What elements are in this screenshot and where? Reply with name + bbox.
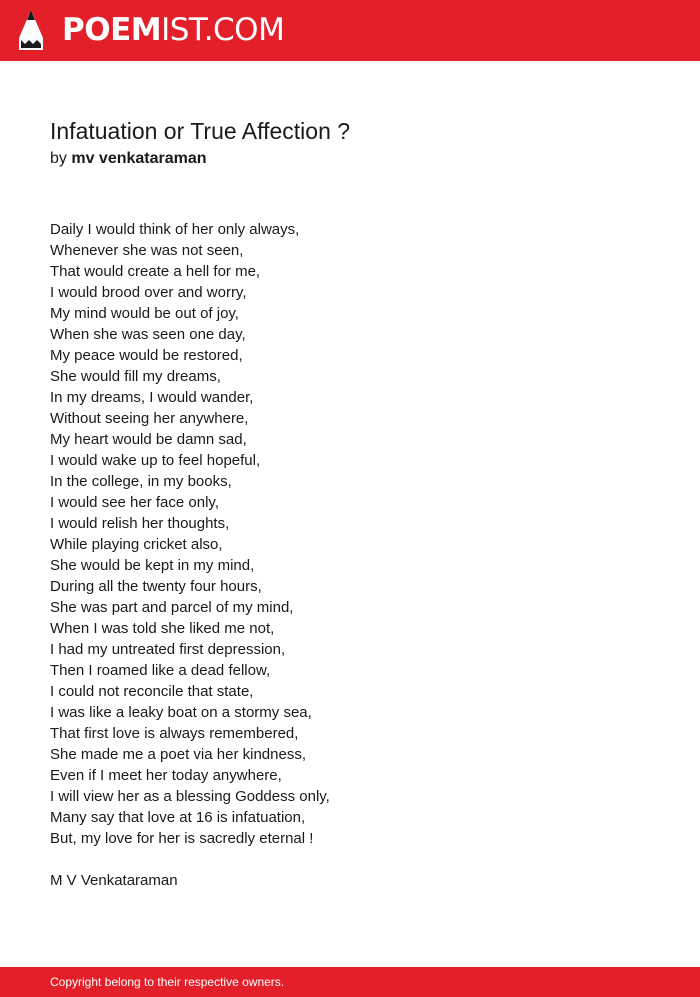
site-logo[interactable] <box>62 12 284 48</box>
byline-prefix: by <box>50 150 67 167</box>
pencil-icon[interactable] <box>17 8 45 52</box>
poem-line: Then I roamed like a dead fellow, <box>50 662 271 679</box>
poem-line: Without seeing her anywhere, <box>50 410 249 427</box>
poem-line: Daily I would think of her only always, <box>50 221 300 238</box>
poem-line: I would see her face only, <box>50 494 219 511</box>
poem-line: That first love is always remembered, <box>50 725 299 742</box>
poem-signature: M V Venkataraman <box>50 872 178 889</box>
poem-line: She would be kept in my mind, <box>50 557 255 574</box>
poem-line: That would create a hell for me, <box>50 263 261 280</box>
poem-line: My heart would be damn sad, <box>50 431 247 448</box>
poem-line: When I was told she liked me not, <box>50 620 275 637</box>
poem-line: Whenever she was not seen, <box>50 242 244 259</box>
author-name: mv venkataraman <box>71 150 207 167</box>
poem-line: She was part and parcel of my mind, <box>50 599 294 616</box>
poem-body <box>50 219 330 849</box>
byline <box>50 149 207 169</box>
poem-line: Many say that love at 16 is infatuation, <box>50 809 306 826</box>
poem-line: I could not reconcile that state, <box>50 683 254 700</box>
copyright-text: Copyright belong to their respective owners. <box>50 975 285 989</box>
poem-title: Infatuation or True Affection ? <box>50 118 351 144</box>
poem-line: I would wake up to feel hopeful, <box>50 452 261 469</box>
poem-line: When she was seen one day, <box>50 326 246 343</box>
poem-line: I would brood over and worry, <box>50 284 247 301</box>
poem-line: She made me a poet via her kindness, <box>50 746 306 763</box>
poem-line: During all the twenty four hours, <box>50 578 262 595</box>
poem-line: She would fill my dreams, <box>50 368 221 385</box>
poem-line: I was like a leaky boat on a stormy sea, <box>50 704 312 721</box>
poem-line: Even if I meet her today anywhere, <box>50 767 282 784</box>
site-footer <box>0 967 700 997</box>
poem-line: I had my untreated first depression, <box>50 641 286 658</box>
poem-line: In the college, in my books, <box>50 473 232 490</box>
poem-line: In my dreams, I would wander, <box>50 389 254 406</box>
poem-line: I will view her as a blessing Goddess only, <box>50 788 330 805</box>
poem-line: While playing cricket also, <box>50 536 223 553</box>
poem-line: I would relish her thoughts, <box>50 515 230 532</box>
logo-light-text: IST.COM <box>161 12 285 48</box>
poem-line: My peace would be restored, <box>50 347 243 364</box>
poem-line: But, my love for her is sacredly eternal ! <box>50 830 314 847</box>
logo-bold-text: POEM <box>62 12 162 48</box>
site-header <box>0 0 700 61</box>
poem-line: My mind would be out of joy, <box>50 305 239 322</box>
